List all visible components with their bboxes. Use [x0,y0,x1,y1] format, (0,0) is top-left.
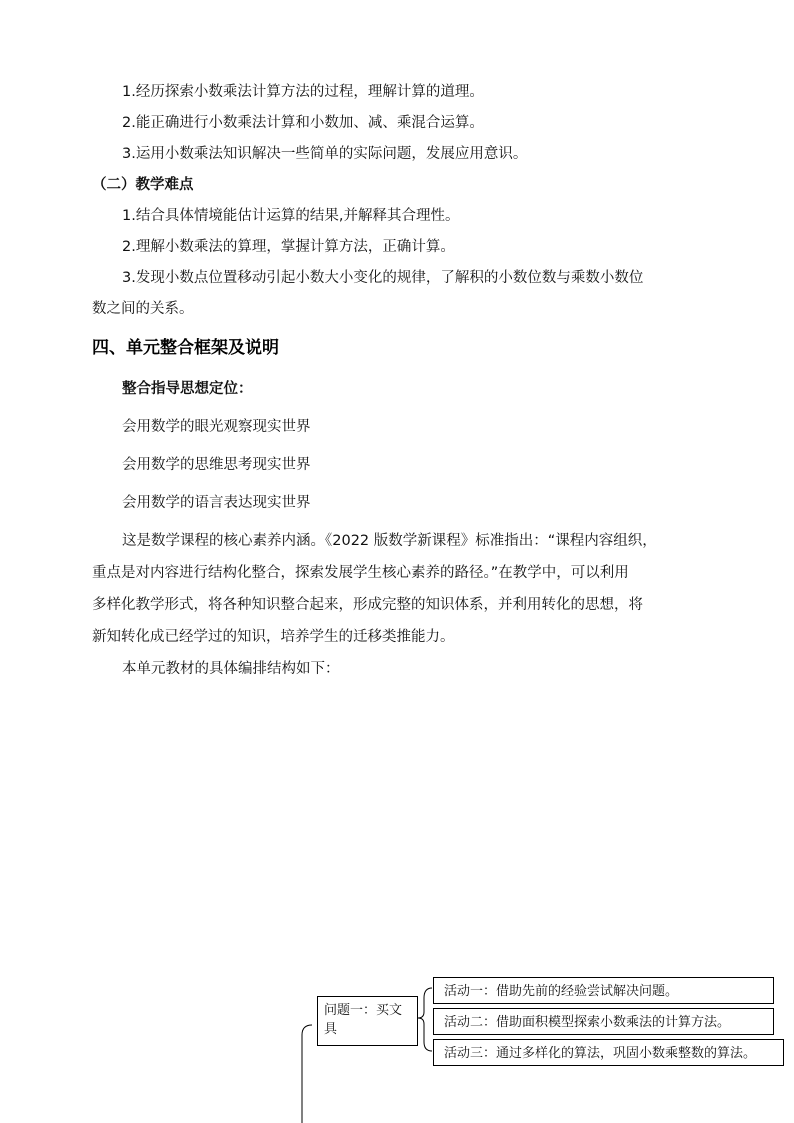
diagram-trunk-line [302,1025,312,1123]
structure-intro: 本单元教材的具体编排结构如下： [122,661,340,677]
list-item-1: 1.经历探索小数乘法计算方法的过程，理解计算的道理。 [122,84,484,100]
paragraph-line-2: 重点是对内容进行结构化整合，探索发展学生核心素养的路径。”在教学中，可以利用 [92,565,629,581]
guide-line-1: 会用数学的眼光观察现实世界 [122,419,311,435]
activity-box-2 [433,1008,774,1035]
section-heading-difficulty: （二）教学难点 [92,177,194,193]
activity-label-1: 活动一：借助先前的经验尝试解决问题。 [444,984,679,999]
paragraph-line-3: 多样化教学形式，将各种知识整合起来，形成完整的知识体系，并利用转化的思想，将 [92,597,643,613]
problem-box [317,996,418,1046]
difficulty-item-3-cont: 数之间的关系。 [92,301,194,317]
list-item-2: 2.能正确进行小数乘法计算和小数加、减、乘混合运算。 [122,115,484,131]
activity-label-2: 活动二：借助面积模型探索小数乘法的计算方法。 [444,1015,731,1030]
difficulty-item-2: 2.理解小数乘法的算理，掌握计算方法，正确计算。 [122,239,455,255]
activity-label-3: 活动三：通过多样化的算法，巩固小数乘整数的算法。 [444,1046,757,1061]
guide-line-3: 会用数学的语言表达现实世界 [122,495,311,511]
section-heading-framework: 四、单元整合框架及说明 [92,338,279,358]
activity-box-1 [433,977,774,1004]
guide-line-2: 会用数学的思维思考现实世界 [122,457,311,473]
paragraph-line-4: 新知转化成已经学过的知识，培养学生的迁移类推能力。 [92,629,455,645]
guide-heading: 整合指导思想定位： [122,381,253,397]
difficulty-item-1: 1.结合具体情境能估计运算的结果,并解释其合理性。 [122,208,460,224]
diagram-activity-brace [418,988,432,1051]
difficulty-item-3: 3.发现小数点位置移动引起小数大小变化的规律，了解积的小数位数与乘数小数位 [122,270,644,286]
list-item-3: 3.运用小数乘法知识解决一些简单的实际问题，发展应用意识。 [122,146,528,162]
paragraph-line-1: 这是数学课程的核心素养内涵。《2022 版数学新课程》标准指出：“课程内容组织， [122,533,657,549]
activity-box-3 [433,1039,784,1066]
problem-box-label: 问题一：买文具 [324,1003,403,1037]
